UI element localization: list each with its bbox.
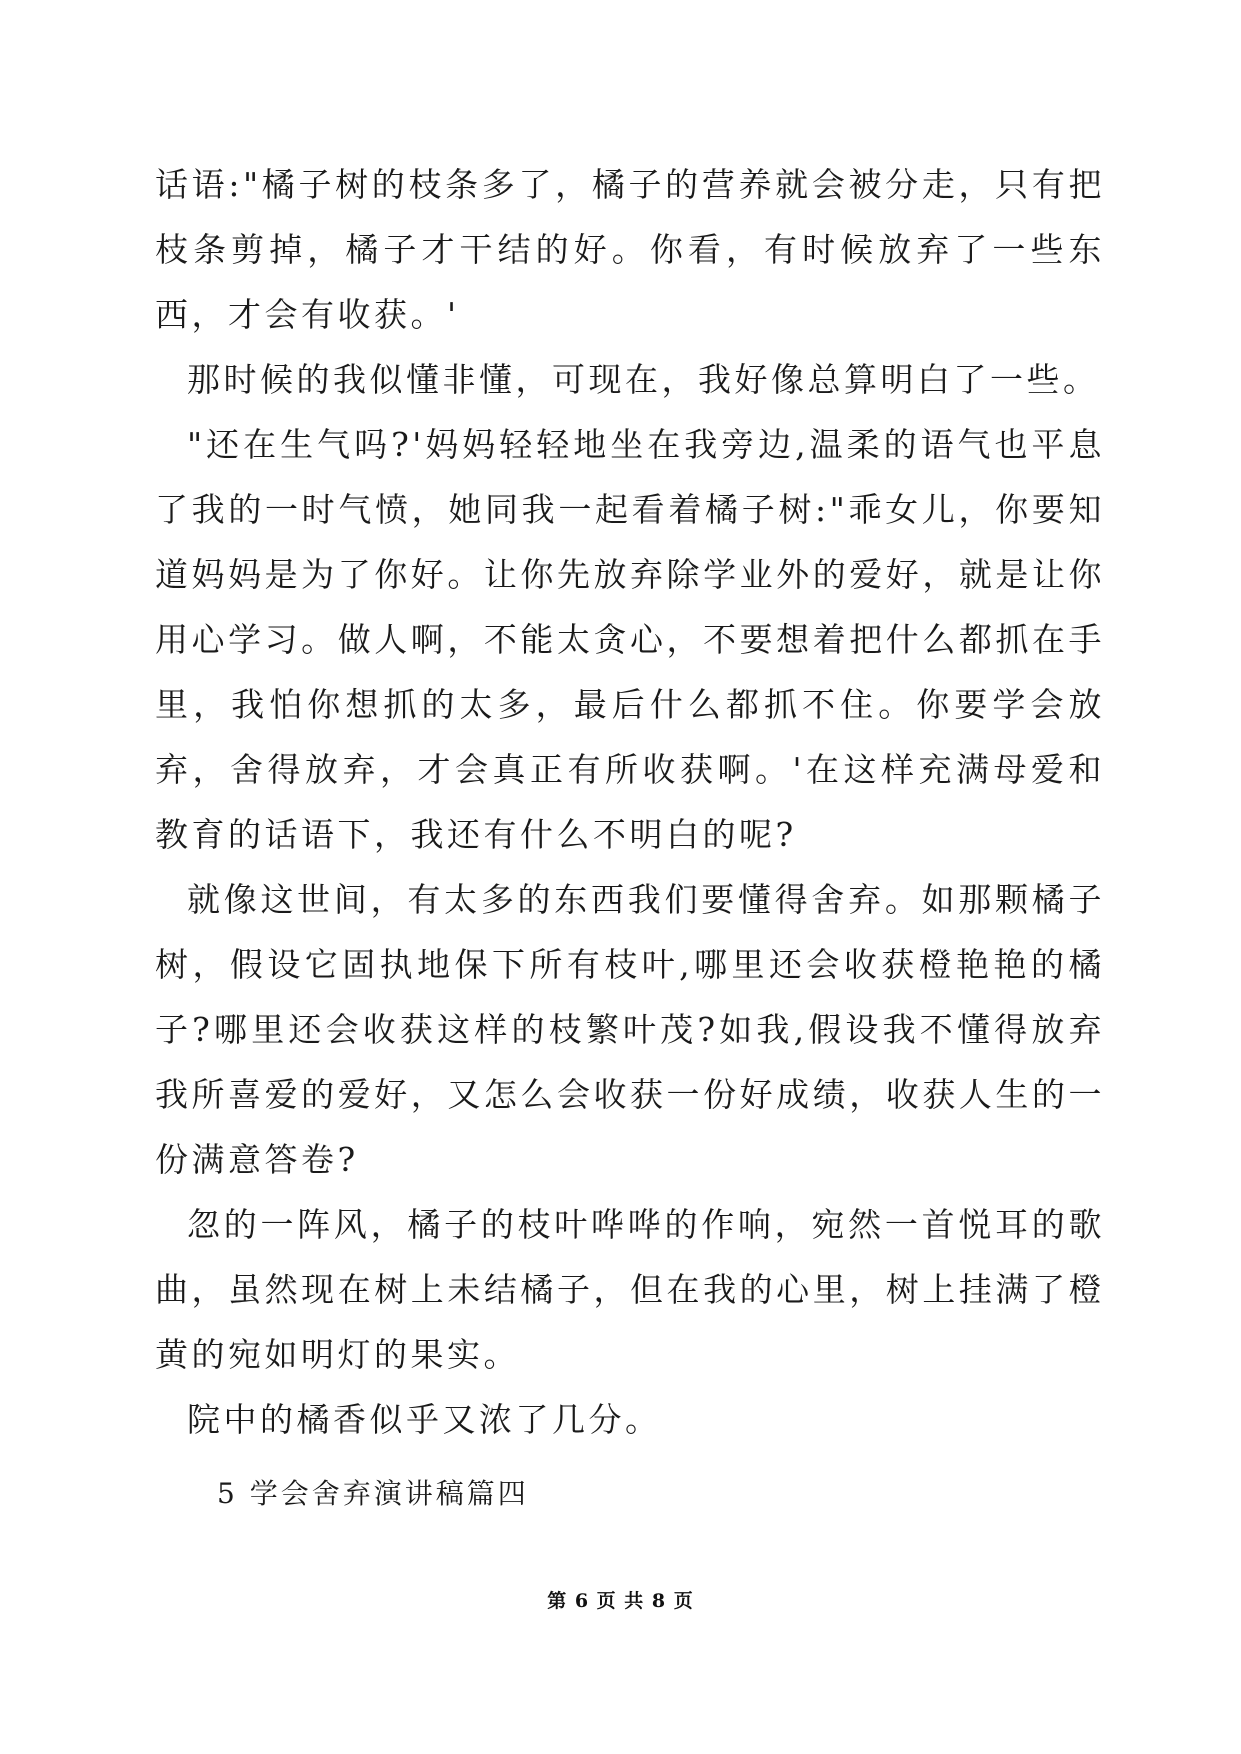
- page-number-footer: 第 6 页 共 8 页: [547, 1590, 694, 1612]
- paragraph: 那时候的我似懂非懂，可现在，我好像总算明白了一些。: [187, 360, 1100, 399]
- paragraph: "还在生气吗?'妈妈轻轻地坐在我旁边,温柔的语气也平息了我的一时气愤，她同我一起看着橘子树:"乖女儿，你要知道妈妈是为了你好。让你先放弃除学业外的爱好，就是让你用心学习。做人啊，不能太贪心，不要想着把什么都抓在手里，我怕你想抓的太多，最后什么都抓不住。你要学会放弃，舍得放弃，才会真正有所收获啊。'在这样充满母爱和教育的话语下，我还有什么不明白的呢?: [155, 425, 1105, 854]
- paragraph: 忽的一阵风，橘子的枝叶哗哗的作响，宛然一首悦耳的歌曲，虽然现在树上未结橘子，但在我的心里，树上挂满了橙黄的宛如明灯的果实。: [155, 1205, 1105, 1374]
- section-heading: 5 学会舍弃演讲稿篇四: [217, 1477, 529, 1510]
- document-body: [155, 152, 1105, 1536]
- paragraph: 话语:"橘子树的枝条多了，橘子的营养就会被分走，只有把枝条剪掉，橘子才干结的好。你看，有时候放弃了一些东西，才会有收获。': [155, 165, 1105, 334]
- paragraph: 就像这世间，有太多的东西我们要懂得舍弃。如那颗橘子树，假设它固执地保下所有枝叶,哪里还会收获橙艳艳的橘子?哪里还会收获这样的枝繁叶茂?如我,假设我不懂得放弃我所喜爱的爱好，又怎么会收获一份好成绩，收获人生的一份满意答卷?: [155, 880, 1105, 1179]
- paragraph: 院中的橘香似乎又浓了几分。: [187, 1400, 662, 1439]
